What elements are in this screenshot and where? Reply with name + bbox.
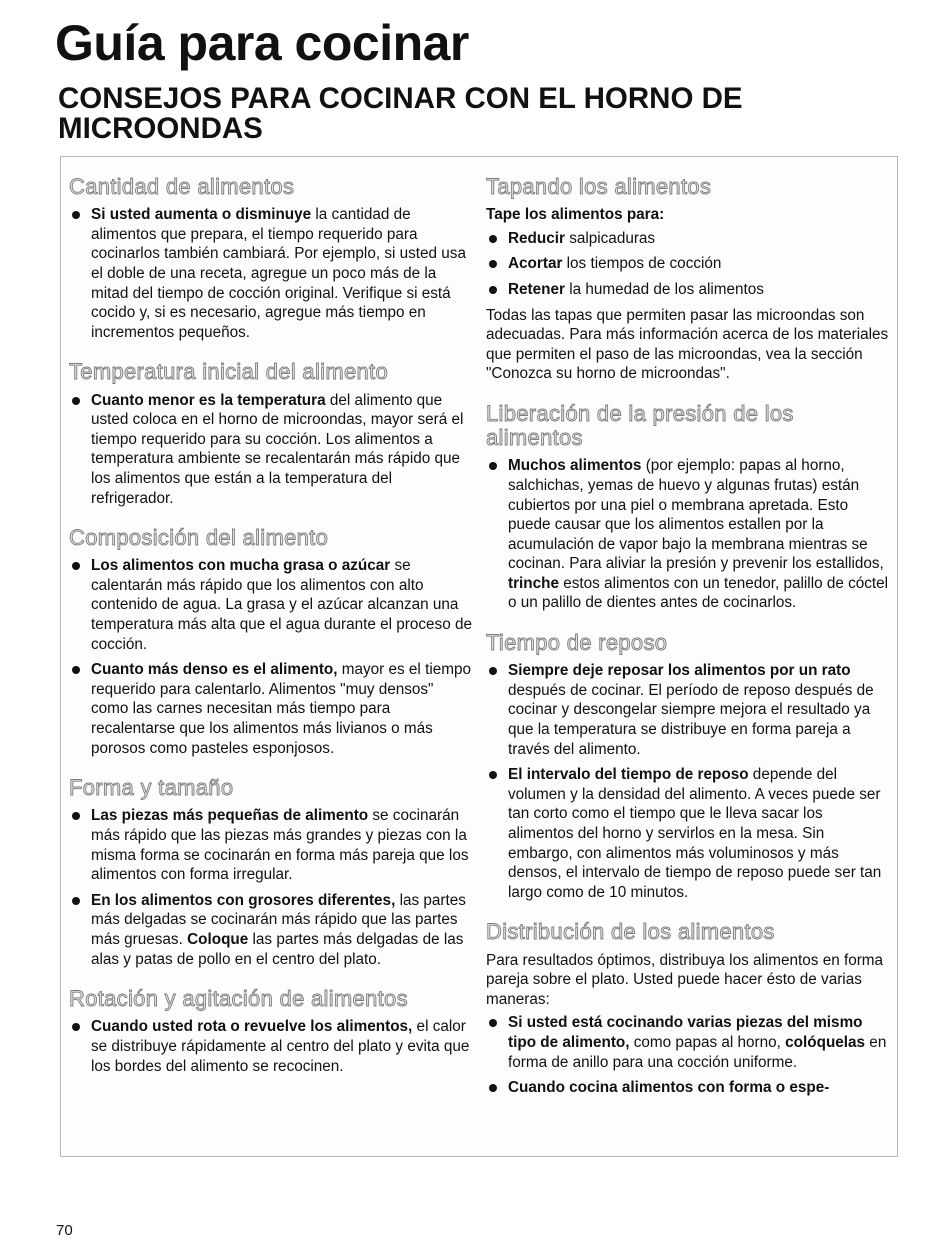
list-item (69, 1017, 474, 1076)
list-item (486, 229, 891, 249)
bold-lead: Muchos alimentos (508, 457, 642, 475)
bold-lead: Si usted está cocinando varias piezas del mismo tipo de alimento, (508, 1014, 863, 1051)
list-item (69, 806, 474, 884)
left-column (69, 175, 474, 1094)
item-text: el calor se distribuye rápidamente al centro del plato y evita que los bordes del alimento se recocinen. (91, 1018, 470, 1075)
bold-lead: En los alimentos con grosores diferentes, (91, 891, 396, 909)
list-item (69, 391, 474, 509)
bold-inline: Coloque (187, 930, 249, 948)
section-reposo (486, 631, 891, 902)
item-text: del alimento que usted coloca en el horno de microondas, mayor será el tiempo requerido para su cocción. Los alimentos a temperatura ambiente se recalentarán más rápido que los alimentos que están a la temperatura del refrigerador. (91, 391, 464, 507)
item-text: depende del volumen y la densidad del alimento. A veces puede ser tan corto como el tiempo que le lleva sacar los alimentos del horno y servirlos en la mesa. Sin embargo, con alimentos más voluminosos y más densos, el intervalo de tiempo de reposo puede ser tan largo como de 10 minutos. (508, 766, 882, 901)
bullet-icon (72, 211, 80, 219)
bullet-icon (489, 1019, 497, 1027)
bullet-icon (72, 397, 80, 405)
list-item (69, 556, 474, 654)
bold-lead: Retener (508, 280, 565, 298)
bullet-icon (489, 1084, 497, 1092)
section-forma (69, 776, 474, 969)
bold-lead: Reducir (508, 229, 565, 247)
bullet-icon (489, 235, 497, 243)
right-column (486, 175, 891, 1116)
bullet-icon (489, 771, 497, 779)
bold-lead: Si usted aumenta o disminuye (91, 206, 312, 224)
list-item (486, 765, 891, 902)
bullet-icon (72, 562, 80, 570)
list-item (486, 280, 891, 300)
bullet-icon (72, 666, 80, 674)
section-heading: Rotación y agitación de alimentos (69, 986, 408, 1012)
bullet-icon (72, 897, 80, 905)
body-paragraph: Todas las tapas que permiten pasar las microondas son adecuadas. Para más información acerca de los materiales que permiten el paso de las microondas, vea la sección "Conozca su horno de microondas". (486, 306, 889, 383)
page-title: Guía para cocinar (55, 15, 469, 71)
bullet-icon (72, 812, 80, 820)
section-heading: Temperatura inicial del alimento (69, 359, 388, 385)
body-paragraph: Para resultados óptimos, distribuya los alimentos en forma pareja sobre el plato. Usted puede hacer ésto de varias maneras: (486, 951, 884, 1008)
item-text: la humedad de los alimentos (564, 280, 764, 298)
section-composicion (69, 526, 474, 758)
item-text: estos alimentos con un tenedor, palillo de cóctel o un palillo de dientes antes de cocinarlos. (508, 574, 889, 612)
item-text: los tiempos de cocción (562, 255, 722, 273)
item-text: las partes más delgadas de las alas y patas de pollo en el centro del plato. (91, 930, 464, 968)
bold-lead: Tape los alimentos para: (486, 206, 665, 224)
section-tapando (486, 175, 891, 384)
page-number: 70 (56, 1222, 73, 1239)
bold-lead: Cuanto menor es la temperatura (91, 391, 326, 409)
item-text: en forma de anillo para una cocción uniforme. (508, 1033, 887, 1071)
section-heading: Cantidad de alimentos (69, 174, 295, 199)
bold-lead: Las piezas más pequeñas de alimento (91, 807, 369, 825)
bold-lead: Los alimentos con mucha grasa o azúcar (91, 557, 391, 575)
tips-panel (60, 156, 898, 1157)
section-heading: Distribución de los alimentos (486, 919, 775, 945)
section-heading: Tiempo de reposo (486, 630, 668, 656)
list-item (486, 456, 891, 613)
item-text: salpicaduras (564, 229, 656, 247)
section-heading: Liberación de la presión de los alimentos (486, 400, 794, 451)
bullet-icon (489, 286, 497, 294)
bold-lead: Cuando usted rota o revuelve los alimentos, (91, 1018, 413, 1036)
bullet-icon (72, 1023, 80, 1031)
item-text: se calentarán más rápido que los alimentos con alto contenido de agua. La grasa y el azúcar alcanzan una temperatura más alta que el agua durante el proceso de cocción. (91, 557, 472, 653)
bold-lead: Cuando cocina alimentos con forma o espe- (508, 1079, 830, 1097)
list-item (69, 891, 474, 969)
bold-lead: Acortar (508, 255, 563, 273)
section-rotacion (69, 987, 474, 1076)
list-item (486, 1078, 891, 1098)
bold-lead: El intervalo del tiempo de reposo (508, 766, 749, 784)
section-heading: Forma y tamaño (69, 775, 234, 801)
item-text: mayor es el tiempo requerido para calentarlo. Alimentos "muy densos" como las carnes necesitan más tiempo para recalentarse que los alimentos más livianos o más porosos como pasteles esponjosos. (91, 661, 471, 757)
bullet-icon (489, 260, 497, 268)
section-distribucion (486, 920, 891, 1097)
section-temperatura (69, 360, 474, 508)
item-text: después de cocinar. El período de reposo después de cocinar y descongelar siempre mejora el resultado ya que la temperatura se distribuye en forma pareja a través del alimento. (508, 681, 874, 758)
item-text: (por ejemplo: papas al horno, salchichas, yemas de huevo y algunas frutas) están cubiertos por una piel o membrana apretada. Esto puede causar que los alimentos estallen por la acumulación de vapor bajo la membrana mientras se cocinan. Para aliviar la presión y prevenir los estallidos, (508, 457, 884, 573)
list-item (69, 205, 474, 342)
list-item (486, 661, 891, 759)
bold-lead: Cuanto más denso es el alimento, (91, 661, 338, 679)
bold-inline: trinche (508, 574, 559, 592)
item-text: como papas al horno, (629, 1033, 786, 1051)
bullet-icon (489, 462, 497, 470)
list-item (69, 660, 474, 758)
intro-text (486, 205, 891, 225)
list-item (486, 1013, 891, 1072)
item-text: se cocinarán más rápido que las piezas más grandes y piezas con la misma forma se cocinarán en forma más pareja que los alimentos con forma irregular. (91, 807, 469, 884)
bold-lead: Siempre deje reposar los alimentos por un rato (508, 662, 851, 680)
section-liberacion (486, 402, 891, 613)
section-cantidad (69, 175, 474, 342)
list-item (486, 254, 891, 274)
bold-inline: colóquelas (785, 1033, 866, 1051)
bullet-icon (489, 667, 497, 675)
section-heading: Tapando los alimentos (486, 174, 712, 199)
section-heading: Composición del alimento (69, 525, 329, 551)
item-text: las partes más delgadas se cocinarán más rápido que las partes más gruesas. (91, 891, 466, 948)
page-subtitle: CONSEJOS PARA COCINAR CON EL HORNO DE MICROONDAS (58, 82, 743, 146)
item-text: la cantidad de alimentos que prepara, el tiempo requerido para cocinarlos también cambiará. Por ejemplo, si usted usa el doble de una receta, agregue un poco más de la mitad del tiempo de cocción original. Verifique si está cocido y, si es necesario, agregue más tiempo en incrementos pequeños. (91, 206, 466, 341)
